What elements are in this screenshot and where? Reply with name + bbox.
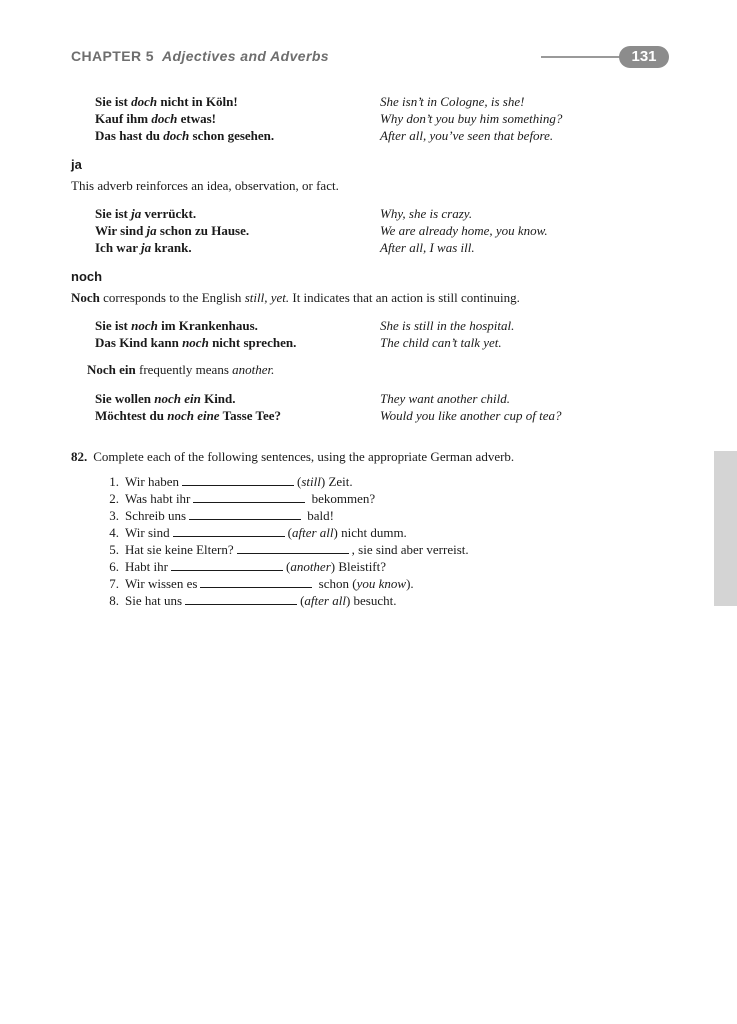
german-sentence: Möchtest du noch eine Tasse Tee?	[95, 408, 282, 423]
german-sentence: Wir sind ja schon zu Hause.	[95, 223, 250, 238]
header-rule	[541, 56, 631, 58]
example-row	[95, 390, 655, 407]
german-sentence: Kauf ihm doch etwas!	[95, 111, 216, 126]
english-translation: Why, she is crazy.	[380, 206, 473, 221]
english-translation: She is still in the hospital.	[380, 318, 515, 333]
page-number: 131	[619, 46, 669, 68]
exercise-item: 4. Wir sind (after all) nicht dumm.	[109, 525, 407, 540]
noch-description: Noch corresponds to the English still, yet. It indicates that an action is still continuing.	[71, 290, 520, 305]
exercise-instruction: 82. Complete each of the following sentences, using the appropriate German adverb.	[71, 449, 515, 464]
example-row	[95, 110, 655, 127]
answer-blank[interactable]	[173, 525, 285, 537]
answer-blank[interactable]	[185, 593, 297, 605]
answer-blank[interactable]	[200, 576, 312, 588]
answer-blank[interactable]	[189, 508, 301, 520]
answer-blank[interactable]	[182, 474, 294, 486]
exercise-item: 1. Wir haben (still) Zeit.	[109, 474, 353, 489]
section-heading-noch: noch	[71, 269, 103, 284]
side-thumb-tab	[714, 451, 737, 606]
chapter-title: Adjectives and Adverbs	[161, 48, 329, 64]
german-sentence: Sie ist doch nicht in Köln!	[95, 94, 238, 109]
german-sentence: Das Kind kann noch nicht sprechen.	[95, 335, 297, 350]
example-row	[95, 205, 655, 222]
example-row	[95, 239, 655, 256]
example-row	[95, 127, 655, 144]
chapter-heading	[71, 48, 329, 64]
exercise-item: 6. Habt ihr (another) Bleistift?	[109, 559, 387, 574]
english-translation: We are already home, you know.	[380, 223, 548, 238]
exercise-item: 8. Sie hat uns (after all) besucht.	[109, 593, 397, 608]
page-header	[71, 46, 671, 70]
answer-blank[interactable]	[193, 491, 305, 503]
english-translation: Would you like another cup of tea?	[380, 408, 562, 423]
english-translation: Why don’t you buy him something?	[380, 111, 563, 126]
exercise-items	[95, 473, 469, 609]
exercise-item: 3. Schreib uns bald!	[109, 508, 334, 523]
example-row	[95, 407, 655, 424]
english-translation: They want another child.	[380, 391, 510, 406]
noch-ein-examples	[95, 390, 655, 424]
section-heading-ja: ja	[71, 157, 82, 172]
german-sentence: Sie ist noch im Krankenhaus.	[95, 318, 258, 333]
german-sentence: Ich war ja krank.	[95, 240, 192, 255]
answer-blank[interactable]	[171, 559, 283, 571]
german-sentence: Das hast du doch schon gesehen.	[95, 128, 275, 143]
answer-blank[interactable]	[237, 542, 349, 554]
ja-description: This adverb reinforces an idea, observation, or fact.	[71, 178, 339, 193]
exercise-number: 82.	[71, 449, 88, 464]
example-row	[95, 317, 655, 334]
example-row	[95, 93, 655, 110]
english-translation: The child can’t talk yet.	[380, 335, 502, 350]
doch-examples	[95, 93, 655, 144]
example-row	[95, 222, 655, 239]
german-sentence: Sie wollen noch ein Kind.	[95, 391, 236, 406]
noch-examples	[95, 317, 655, 351]
ja-examples	[95, 205, 655, 256]
german-sentence: Sie ist ja verrückt.	[95, 206, 197, 221]
example-row	[95, 334, 655, 351]
english-translation: After all, you’ve seen that before.	[380, 128, 554, 143]
noch-ein-note: Noch ein frequently means another.	[87, 362, 275, 377]
chapter-label: CHAPTER 5	[71, 48, 154, 64]
exercise-item: 7. Wir wissen es schon (you know).	[109, 576, 414, 591]
english-translation: After all, I was ill.	[380, 240, 475, 255]
exercise-item: 2. Was habt ihr bekommen?	[109, 491, 376, 506]
exercise-item: 5. Hat sie keine Eltern? , sie sind aber verreist.	[109, 542, 469, 557]
english-translation: She isn’t in Cologne, is she!	[380, 94, 525, 109]
